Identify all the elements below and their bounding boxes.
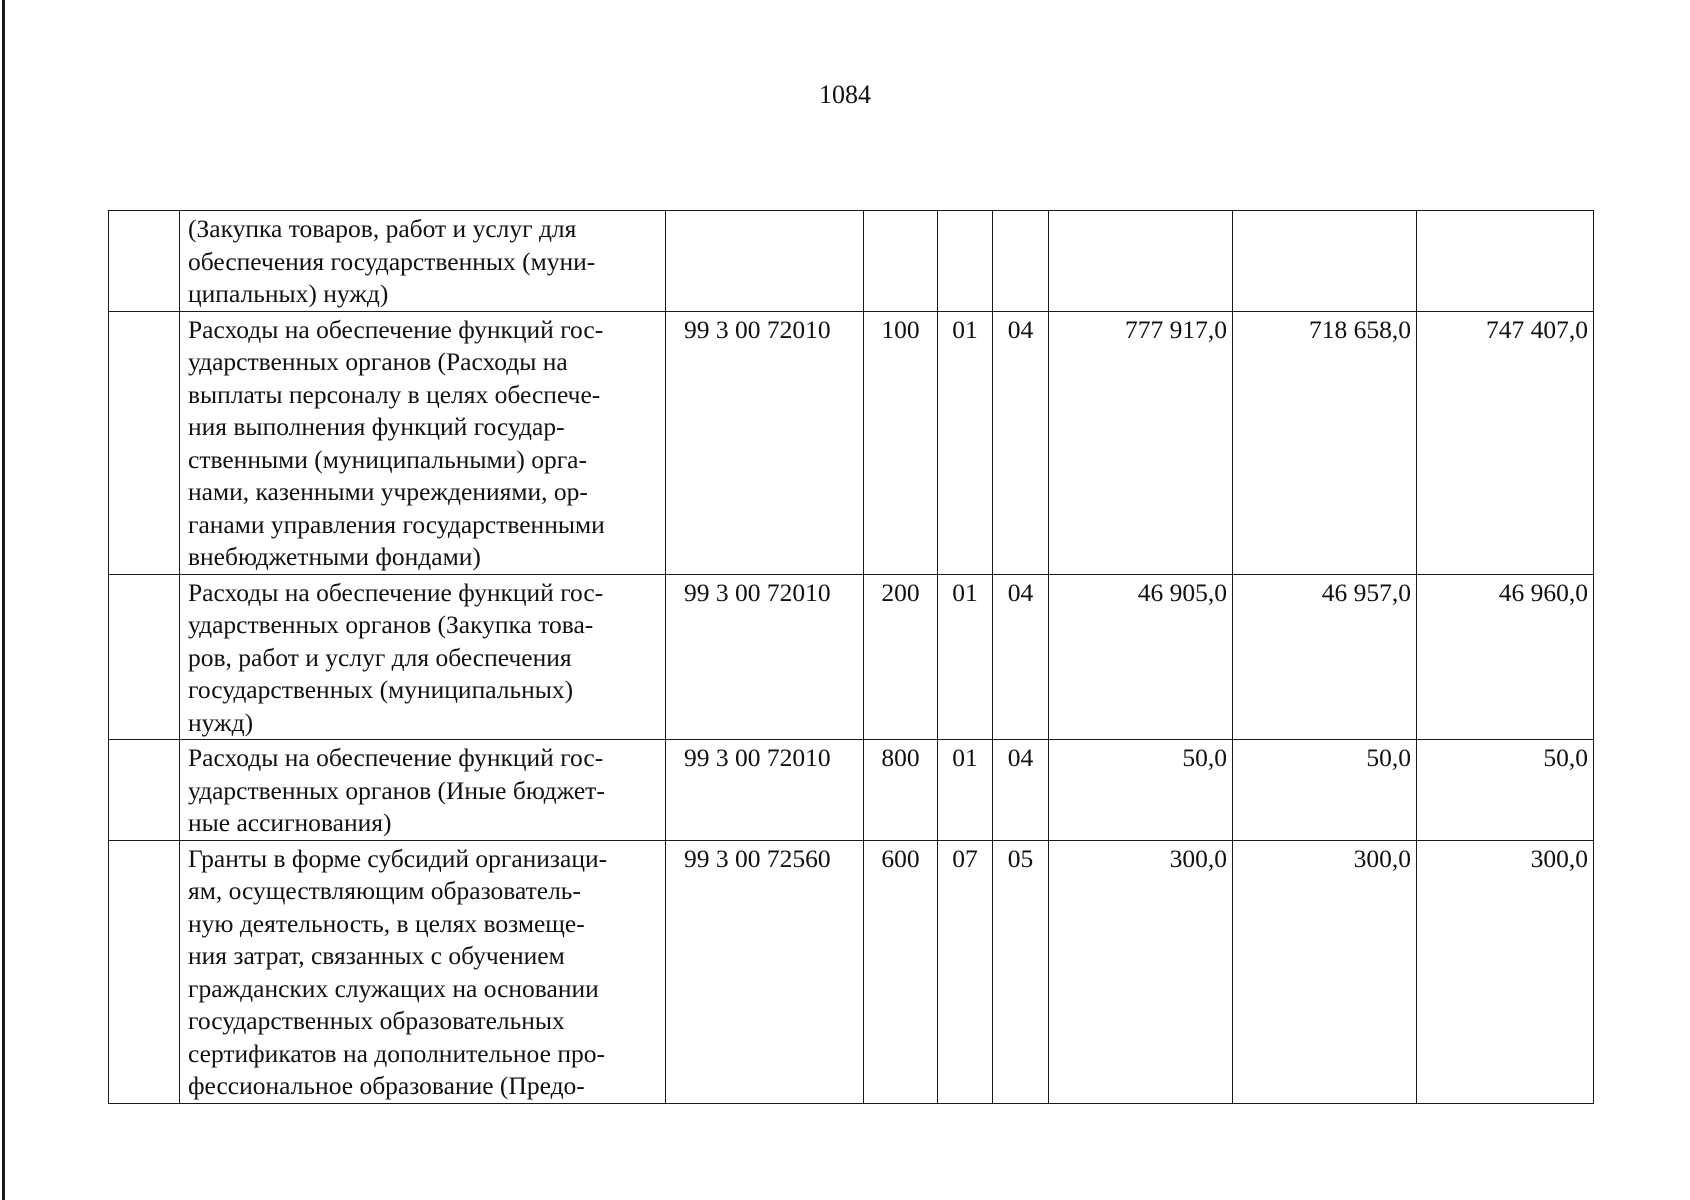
description-line: Расходы на обеспечение функций гос- <box>188 314 604 344</box>
budget-table <box>108 210 1594 1104</box>
amount-year1-cell: 300,0 <box>1049 840 1233 1103</box>
description-line: нужд) <box>188 707 254 737</box>
row-number-cell <box>109 311 180 574</box>
row-number-cell <box>109 740 180 841</box>
target-article-cell: 99 3 00 72010 <box>666 740 864 841</box>
description-cell <box>180 574 666 740</box>
amount-year2-cell: 46 957,0 <box>1233 574 1417 740</box>
description-line: сертификатов на дополнительное про- <box>188 1038 605 1068</box>
description-line: государственных образовательных <box>188 1006 565 1035</box>
expense-type-cell: 100 <box>864 311 938 574</box>
table-body <box>109 211 1594 1104</box>
description-line: ния затрат, связанных с обучением <box>188 941 565 970</box>
section-cell: 07 <box>938 840 993 1103</box>
subsection-cell: 04 <box>993 574 1049 740</box>
amount-year2-cell: 50,0 <box>1233 740 1417 841</box>
amount-year2-cell <box>1233 211 1417 312</box>
description-line: ров, работ и услуг для обеспечения <box>188 642 572 672</box>
table-row <box>109 311 1594 574</box>
description-line: (Закупка товаров, работ и услуг для <box>188 214 577 243</box>
description-cell <box>180 840 666 1103</box>
amount-year1-cell: 777 917,0 <box>1049 311 1233 574</box>
subsection-cell: 05 <box>993 840 1049 1103</box>
description-line: государственных (муниципальных) <box>188 675 574 704</box>
row-number-cell <box>109 211 180 312</box>
row-number-cell <box>109 840 180 1103</box>
expense-type-cell: 200 <box>864 574 938 740</box>
description-line: обеспечения государственных (муни- <box>188 246 596 276</box>
amount-year2-cell: 718 658,0 <box>1233 311 1417 574</box>
description-cell <box>180 211 666 312</box>
description-line: внебюджетными фондами) <box>188 542 481 571</box>
target-article-cell: 99 3 00 72010 <box>666 311 864 574</box>
target-article-cell: 99 3 00 72010 <box>666 574 864 740</box>
amount-year2-cell: 300,0 <box>1233 840 1417 1103</box>
description-line: ственными (муниципальными) орга- <box>188 444 587 474</box>
description-line: ные ассигнования) <box>188 808 392 837</box>
description-line: ную деятельность, в целях возмеще- <box>188 908 585 938</box>
amount-year1-cell: 50,0 <box>1049 740 1233 841</box>
description-line: фессиональное образование (Предо- <box>188 1071 585 1100</box>
target-article-cell <box>666 211 864 312</box>
amount-year1-cell: 46 905,0 <box>1049 574 1233 740</box>
table-row <box>109 574 1594 740</box>
section-cell: 01 <box>938 574 993 740</box>
table-row <box>109 840 1594 1103</box>
description-line: ударственных органов (Расходы на <box>188 347 568 376</box>
amount-year3-cell: 46 960,0 <box>1417 574 1594 740</box>
description-line: выплаты персоналу в целях обеспече- <box>188 379 601 409</box>
expense-type-cell: 600 <box>864 840 938 1103</box>
description-line: Расходы на обеспечение функций гос- <box>188 743 604 772</box>
amount-year3-cell: 50,0 <box>1417 740 1594 841</box>
description-line: Гранты в форме субсидий организаци- <box>188 843 608 873</box>
amount-year1-cell <box>1049 211 1233 312</box>
description-line: нами, казенными учреждениями, ор- <box>188 477 588 506</box>
amount-year3-cell: 747 407,0 <box>1417 311 1594 574</box>
description-line: ганами управления государственными <box>188 509 605 539</box>
description-line: ния выполнения функций государ- <box>188 412 565 441</box>
row-number-cell <box>109 574 180 740</box>
description-cell <box>180 311 666 574</box>
subsection-cell: 04 <box>993 740 1049 841</box>
target-article-cell: 99 3 00 72560 <box>666 840 864 1103</box>
description-line: ям, осуществляющим образователь- <box>188 876 581 905</box>
table-row <box>109 211 1594 312</box>
section-cell <box>938 211 993 312</box>
description-line: Расходы на обеспечение функций гос- <box>188 577 604 607</box>
subsection-cell <box>993 211 1049 312</box>
table-row <box>109 740 1594 841</box>
amount-year3-cell: 300,0 <box>1417 840 1594 1103</box>
page-edge-line <box>2 0 5 1200</box>
description-line: ударственных органов (Закупка това- <box>188 610 594 639</box>
description-cell <box>180 740 666 841</box>
description-line: ударственных органов (Иные бюджет- <box>188 775 605 805</box>
description-line: ципальных) нужд) <box>188 279 389 308</box>
section-cell: 01 <box>938 740 993 841</box>
expense-type-cell: 800 <box>864 740 938 841</box>
amount-year3-cell <box>1417 211 1594 312</box>
expense-type-cell <box>864 211 938 312</box>
page-number: 1084 <box>819 80 871 109</box>
subsection-cell: 04 <box>993 311 1049 574</box>
description-line: гражданских служащих на основании <box>188 973 599 1003</box>
section-cell: 01 <box>938 311 993 574</box>
